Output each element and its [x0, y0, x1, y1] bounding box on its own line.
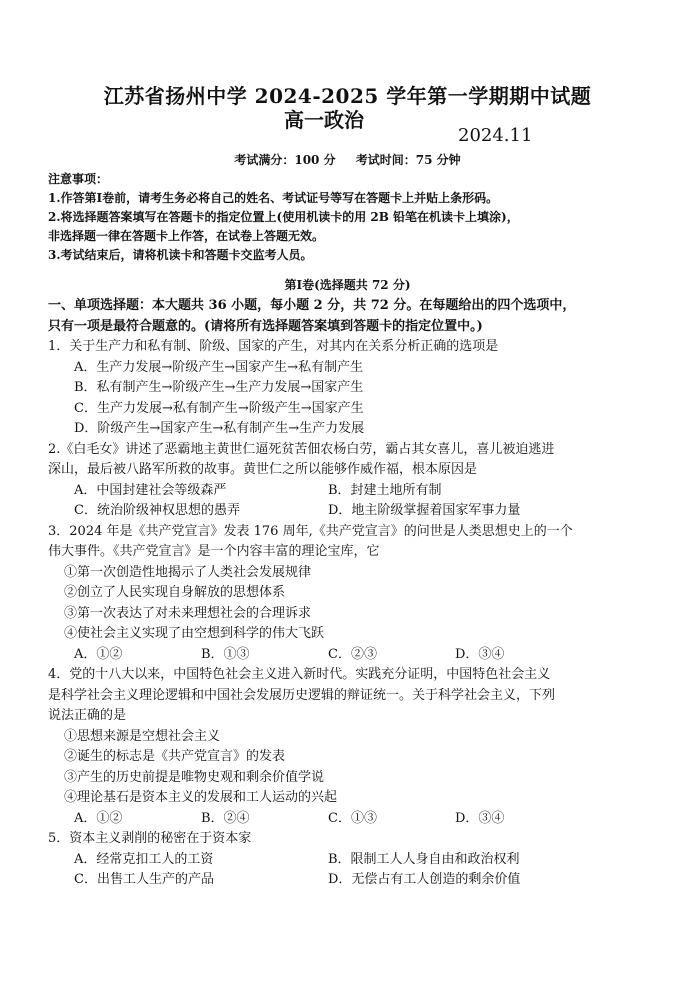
- questions-block: [48, 296, 658, 891]
- question-1-option-a: A．生产力发展→阶级产生→国家产生→私有制产生: [74, 359, 364, 375]
- question-3-stem: 3．2024 年是《共产党宣言》发表 176 周年,《共产党宣言》的问世是人类思想史上的一个: [48, 523, 573, 539]
- question-4-stem: 说法正确的是: [48, 708, 127, 723]
- question-1-stem: 1．关于生产力和私有制、阶级、国家的产生，对其内在关系分析正确的选项是: [48, 339, 499, 354]
- question-4-statement-3: ③产生的历史前提是唯物史观和剩余价值学说: [64, 769, 325, 785]
- exam-date: 2024.11: [458, 125, 533, 146]
- question-4-statement-2: ②诞生的标志是《共产党宣言》的发表: [64, 749, 286, 764]
- exam-subject: 高一政治: [284, 108, 364, 132]
- notes-line: 3.考试结束后，请将机读卡和答题卡交监考人员。: [48, 248, 313, 262]
- question-3-statement-1: ①第一次创造性地揭示了人类社会发展规律: [64, 564, 312, 580]
- question-3-statement-2: ②创立了人民实现自身解放的思想体系: [64, 585, 286, 600]
- notes-heading: 注意事项：: [48, 172, 109, 186]
- notes-line: 2.将选择题答案填写在答题卡的指定位置上(使用机读卡的用 2B 铅笔在机读卡上填涂)，: [48, 210, 519, 224]
- question-5-option-d: D．无偿占有工人创造的剩余价值: [328, 872, 521, 887]
- question-3-option-b: B．①③: [201, 646, 250, 662]
- question-2-stem: 2.《白毛女》讲述了恶霸地主黄世仁逼死贫苦佃农杨白劳，霸占其女喜儿，喜儿被迫逃进: [48, 441, 555, 457]
- section-instruction: 只有一项是最符合题意的。(请将所有选择题答案填到答题卡的指定位置中。): [48, 318, 483, 334]
- section-title: 第Ⅰ卷(选择题共 72 分): [284, 278, 411, 292]
- question-5-options-row: [48, 870, 658, 891]
- question-1-option-d: D．阶级产生→国家产生→私有制产生→生产力发展: [74, 421, 365, 436]
- question-2-stem: 深山，最后被八路军所救的故事。黄世仁之所以能够作威作福，根本原因是: [48, 462, 478, 477]
- question-1-option-c: C．生产力发展→私有制产生→阶级产生→国家产生: [74, 400, 364, 416]
- question-3-options-row: [48, 645, 658, 666]
- exam-time: 考试时间：75 分钟: [355, 153, 461, 167]
- question-2-option-d: D．地主阶级掌握着国家军事力量: [328, 503, 521, 518]
- question-4-statement-4: ④理论基石是资本主义的发展和工人运动的兴起: [64, 790, 338, 805]
- exam-info: [0, 151, 695, 168]
- question-3-option-d: D．③④: [455, 646, 505, 662]
- question-2-option-c: C．统治阶级神权思想的愚弄: [74, 503, 240, 518]
- question-3-option-a: A．①②: [74, 646, 123, 662]
- notes-line: 1.作答第Ⅰ卷前，请考生务必将自己的姓名、考试证号等写在答题卡上并贴上条形码。: [48, 191, 499, 205]
- question-2-options-row: [48, 481, 658, 502]
- question-2-option-a: A．中国封建社会等级森严: [74, 482, 227, 498]
- question-4-stem: 4．党的十八大以来，中国特色社会主义进入新时代。实践充分证明，中国特色社会主义: [48, 667, 551, 682]
- question-5-option-b: B．限制工人人身自由和政治权利: [328, 851, 520, 867]
- question-3-statement-3: ③第一次表达了对未来理想社会的合理诉求: [64, 605, 312, 621]
- exam-title: 江苏省扬州中学 2024-2025 学年第一学期期中试题: [103, 84, 592, 108]
- question-5-options-row: [48, 850, 658, 871]
- question-2-option-b: B．封建土地所有制: [328, 482, 442, 498]
- question-4-statement-1: ①思想来源是空想社会主义: [64, 728, 221, 744]
- question-4-option-a: A．①②: [74, 810, 123, 826]
- question-5-option-c: C．出售工人生产的产品: [74, 872, 214, 887]
- question-4-stem: 是科学社会主义理论逻辑和中国社会发展历史逻辑的辩证统一。关于科学社会主义，下列: [48, 687, 556, 703]
- question-3-statement-4: ④使社会主义实现了由空想到科学的伟大飞跃: [64, 626, 325, 641]
- question-5-stem: 5．资本主义剥削的秘密在于资本家: [48, 831, 252, 846]
- question-4-option-c: C．①③: [328, 810, 377, 826]
- question-3-option-c: C．②③: [328, 646, 377, 662]
- question-5-option-a: A．经常克扣工人的工资: [74, 851, 214, 867]
- question-2-options-row: [48, 501, 658, 522]
- question-4-options-row: [48, 809, 658, 830]
- full-score: 考试满分：100 分: [234, 153, 336, 167]
- question-3-stem: 伟大事件。《共产党宣言》是一个内容丰富的理论宝库，它: [48, 544, 380, 559]
- question-1-option-b: B．私有制产生→阶级产生→生产力发展→国家产生: [74, 380, 364, 395]
- question-4-option-b: B．②④: [201, 810, 250, 826]
- notes-line: 非选择题一律在答题卡上作答，在试卷上答题无效。: [48, 229, 325, 243]
- question-4-option-d: D．③④: [455, 810, 505, 826]
- section-instruction: 一、单项选择题：本大题共 36 小题，每小题 2 分，共 72 分。在每题给出的四个选项中，: [48, 298, 576, 313]
- notes-block: [48, 170, 658, 265]
